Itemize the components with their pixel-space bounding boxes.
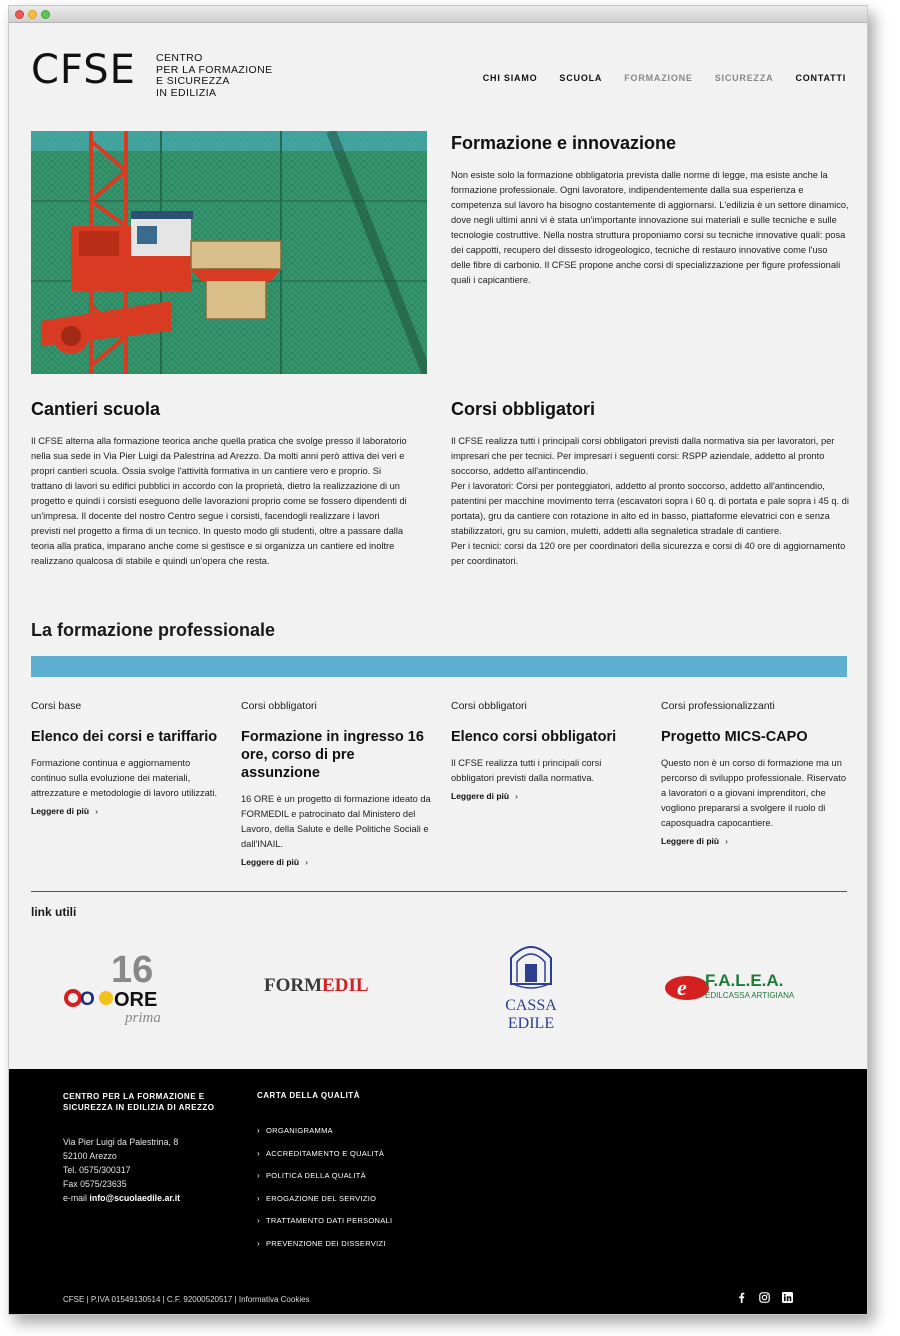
course-desc: Il CFSE realizza tutti i principali corsi obbligatori previsti dalla normativa.	[451, 758, 602, 783]
logo-16-number: 16	[111, 949, 154, 991]
phone: Tel. 0575/300317	[63, 1165, 131, 1175]
nav-contatti[interactable]: CONTATTI	[795, 73, 846, 83]
social-links	[736, 1292, 793, 1303]
intro-title: Formazione e innovazione	[451, 133, 677, 153]
chevron-right-icon: ›	[725, 836, 728, 846]
course-category: Corsi base	[31, 700, 82, 712]
read-more-label: Leggere di più	[661, 836, 720, 846]
email-link[interactable]: info@scuolaedile.ar.it	[89, 1193, 181, 1203]
logo-line: IN EDILIZIA	[156, 86, 217, 99]
chevron-right-icon: ›	[257, 1193, 260, 1203]
obbligatori-text	[451, 434, 849, 569]
course-title[interactable]: Progetto MICS-CAPO	[661, 729, 808, 745]
course-title[interactable]: Elenco dei corsi e tariffario	[31, 729, 218, 745]
cassa-line2: EDILE	[507, 1015, 555, 1032]
intro-text: Non esiste solo la formazione obbligatoria prevista dalle norme di legge, ma esiste anche la formazione professionale. Ogni lavoratore, indipendentemente dalla sua esperienza e competenza sul lavoro ha bisogno costantemente di aggiornarsi. L'edilizia è un settore dinamico, dove negli ultimi anni vi è stata un'importante innovazione sui materiali e sulle tecniche e sulle tecnologie costruttive. Nella nostra struttura proponiamo corsi su tecniche innovative quali: posa dei cappotti, recupero del dissesto idrogeologico, tecniche di restauro innovative come l'uso delle fibre di carbonio. Il CFSE propone anche corsi di specializzazione per figure professionali quali i capicantiere.	[451, 170, 849, 285]
crane-photo	[31, 131, 427, 374]
read-more-link[interactable]	[241, 857, 308, 867]
logo-mark[interactable]: CFSE	[31, 47, 136, 93]
formedil-part1: FORM	[264, 975, 323, 996]
logo-16-sub: prima	[125, 1010, 161, 1026]
quality-link-label: TRATTAMENTO DATI PERSONALI	[266, 1216, 393, 1225]
chevron-right-icon: ›	[257, 1171, 260, 1180]
fax: Fax 0575/23635	[63, 1179, 127, 1189]
quality-link[interactable]	[257, 1194, 392, 1217]
quality-links	[257, 1126, 392, 1261]
partner-logo-cassa-edile[interactable]	[499, 936, 563, 1032]
browser-window	[8, 5, 868, 1315]
obbligatori-title: Corsi obbligatori	[451, 399, 595, 419]
logo-text[interactable]	[156, 53, 273, 99]
read-more-link[interactable]	[31, 806, 98, 816]
quality-link-label: ORGANIGRAMMA	[266, 1126, 333, 1135]
obbligatori-paragraph: Per i lavoratori: Corsi per ponteggiatori, addetto al pronto soccorso, addetto all'antincendio, patentini per macchine movimento terra (escavatori sopra i 60 q. di portata e pale sopra i 45 q. di portata), gru da cantiere con rotazione in alto ed in basso, piattaforme elevatrici con e senza stabilizzatori, gru su camion, muletti, addetti alla segnaletica stradale di cantiere.	[451, 481, 849, 536]
read-more-label: Leggere di più	[31, 806, 90, 816]
quality-link[interactable]	[257, 1239, 392, 1262]
email-row	[63, 1191, 180, 1205]
address-line: 52100 Arezzo	[63, 1151, 117, 1161]
accent-bar	[31, 656, 847, 677]
falea-name: F.A.L.E.A.	[705, 971, 784, 990]
quality-link-label: POLITICA DELLA QUALITÀ	[266, 1171, 366, 1180]
course-title[interactable]: Formazione in ingresso 16 ore, corso di pre assunzione	[241, 729, 424, 781]
read-more-link[interactable]	[451, 791, 518, 801]
chevron-right-icon: ›	[515, 791, 518, 801]
quality-link-label: EROGAZIONE DEL SERVIZIO	[266, 1193, 377, 1203]
chevron-right-icon: ›	[95, 806, 98, 816]
partner-logo-formedil[interactable]	[262, 969, 392, 999]
read-more-label: Leggere di più	[451, 791, 510, 801]
course-category: Corsi professionalizzanti	[661, 700, 775, 712]
window-titlebar	[9, 6, 867, 23]
section-divider	[31, 891, 847, 892]
course-card	[661, 700, 851, 849]
footer-address	[63, 1135, 180, 1205]
formedil-part2: EDIL	[322, 975, 369, 996]
obbligatori-paragraph: Per i tecnici: corsi da 120 ore per coordinatori della sicurezza e corsi di 40 ore di aggiornamento per coordinatori.	[451, 541, 846, 566]
nav-chi-siamo[interactable]: CHI SIAMO	[482, 73, 538, 83]
chevron-right-icon: ›	[257, 1216, 260, 1225]
logo-16-word: ORE	[114, 989, 158, 1011]
logo-line: CENTRO	[156, 52, 203, 64]
partner-logo-falea[interactable]	[663, 966, 813, 1006]
cassa-line1: CASSA	[505, 997, 557, 1014]
quality-link[interactable]	[257, 1171, 392, 1194]
cantieri-title: Cantieri scuola	[31, 399, 161, 419]
nav-scuola[interactable]: SCUOLA	[559, 73, 603, 83]
facebook-icon[interactable]	[736, 1292, 747, 1303]
course-title[interactable]: Elenco corsi obbligatori	[451, 729, 617, 745]
nav-formazione[interactable]: FORMAZIONE	[624, 73, 693, 83]
professionale-title: La formazione professionale	[31, 620, 276, 640]
site-footer	[9, 1069, 868, 1315]
quality-title: CARTA DELLA QUALITÀ	[257, 1091, 360, 1100]
read-more-label: Leggere di più	[241, 857, 300, 867]
quality-link-label: PREVENZIONE DEI DISSERVIZI	[266, 1238, 386, 1248]
nav-sicurezza[interactable]: SICUREZZA	[714, 73, 774, 83]
linkedin-icon[interactable]	[782, 1292, 793, 1303]
course-card	[451, 700, 641, 804]
footer-org-name: CENTRO PER LA FORMAZIONE E SICUREZZA IN EDILIZIA DI AREZZO	[63, 1092, 215, 1112]
falea-e: e	[677, 975, 687, 1000]
maximize-window-button[interactable]	[41, 10, 50, 19]
course-desc: Questo non è un corso di formazione ma un percorso di sviluppo professionale. Riservato a lavoratori o a giovani imprenditori, che vogliono prepararsi a svolgere il ruolo di caposquadra capocantiere.	[661, 758, 846, 828]
quality-link[interactable]	[257, 1216, 392, 1239]
chevron-right-icon: ›	[305, 857, 308, 867]
address-line: Via Pier Luigi da Palestrina, 8	[63, 1137, 179, 1147]
chevron-right-icon: ›	[257, 1148, 260, 1158]
course-card	[31, 700, 221, 819]
obbligatori-paragraph: Il CFSE realizza tutti i principali corsi obbligatori previsti dalla normativa sia per lavoratori, per impresari che per tecnici. Per impresari i seguenti corsi: RSPP aziendale, addetto al pronto soccorso, addetto all'antincendio.	[451, 436, 835, 476]
close-window-button[interactable]	[15, 10, 24, 19]
logo-16-o: O	[80, 989, 95, 1010]
read-more-link[interactable]	[661, 836, 728, 846]
course-card	[241, 700, 431, 870]
course-category: Corsi obbligatori	[451, 700, 527, 712]
logo-line: E SICUREZZA	[156, 75, 230, 87]
svg-text:FORMEDIL	[264, 975, 369, 996]
footer-legal: CFSE | P.IVA 01549130514 | C.F. 92000520517 | Informativa Cookies	[63, 1295, 310, 1304]
quality-link-label: ACCREDITAMENTO E QUALITÀ	[266, 1148, 385, 1158]
main-nav	[483, 73, 846, 83]
course-desc: Formazione continua e aggiornamento continuo sulla evoluzione dei materiali, attrezzature e metodologie di lavoro utilizzati.	[31, 758, 218, 798]
cantieri-text: Il CFSE alterna alla formazione teorica anche quella pratica che svolge presso il laboratorio nella sua sede in Via Pier Luigi da Palestrina ad Arezzo. Da molti anni però attiva dei veri e propri cantieri scuola. Ossia svolge l'attività formativa in un cantiere vero e proprio. Si trattano di lavori su edifici pubblici in accordo con la proprietà, dietro la realizzazione di un progetto e quindi i corsisti eseguono delle lavorazioni proprio come se fossero dipendenti di un'impresa. Il docente del nostro Centro segue i corsisti, facendogli realizzare i lavori previsti nel progetto a firma di un tecnico. In questo modo gli studenti, oltre a passare dalla teoria alla pratica, imparano anche come si gestisce e si organizza un cantiere ed inoltre realizzano qualcosa di stabile e quindi un'opera che resta.	[31, 436, 407, 566]
site-header	[9, 23, 867, 123]
quality-link[interactable]	[257, 1126, 392, 1149]
instagram-icon[interactable]	[759, 1292, 770, 1303]
falea-sub: EDILCASSA ARTIGIANA	[705, 991, 795, 1000]
email-label: e-mail	[63, 1193, 90, 1203]
quality-link[interactable]	[257, 1149, 392, 1172]
chevron-right-icon: ›	[257, 1126, 260, 1135]
partner-logo-16ore[interactable]	[61, 946, 176, 1026]
course-category: Corsi obbligatori	[241, 700, 317, 712]
links-title: link utili	[31, 905, 77, 919]
course-desc: 16 ORE è un progetto di formazione ideato da FORMEDIL e patrocinato dal Ministero del Lavoro, della Salute e delle Politiche Sociali e dall'INAIL.	[241, 794, 431, 849]
minimize-window-button[interactable]	[28, 10, 37, 19]
logo-line: PER LA FORMAZIONE	[156, 63, 273, 76]
chevron-right-icon: ›	[257, 1238, 260, 1248]
